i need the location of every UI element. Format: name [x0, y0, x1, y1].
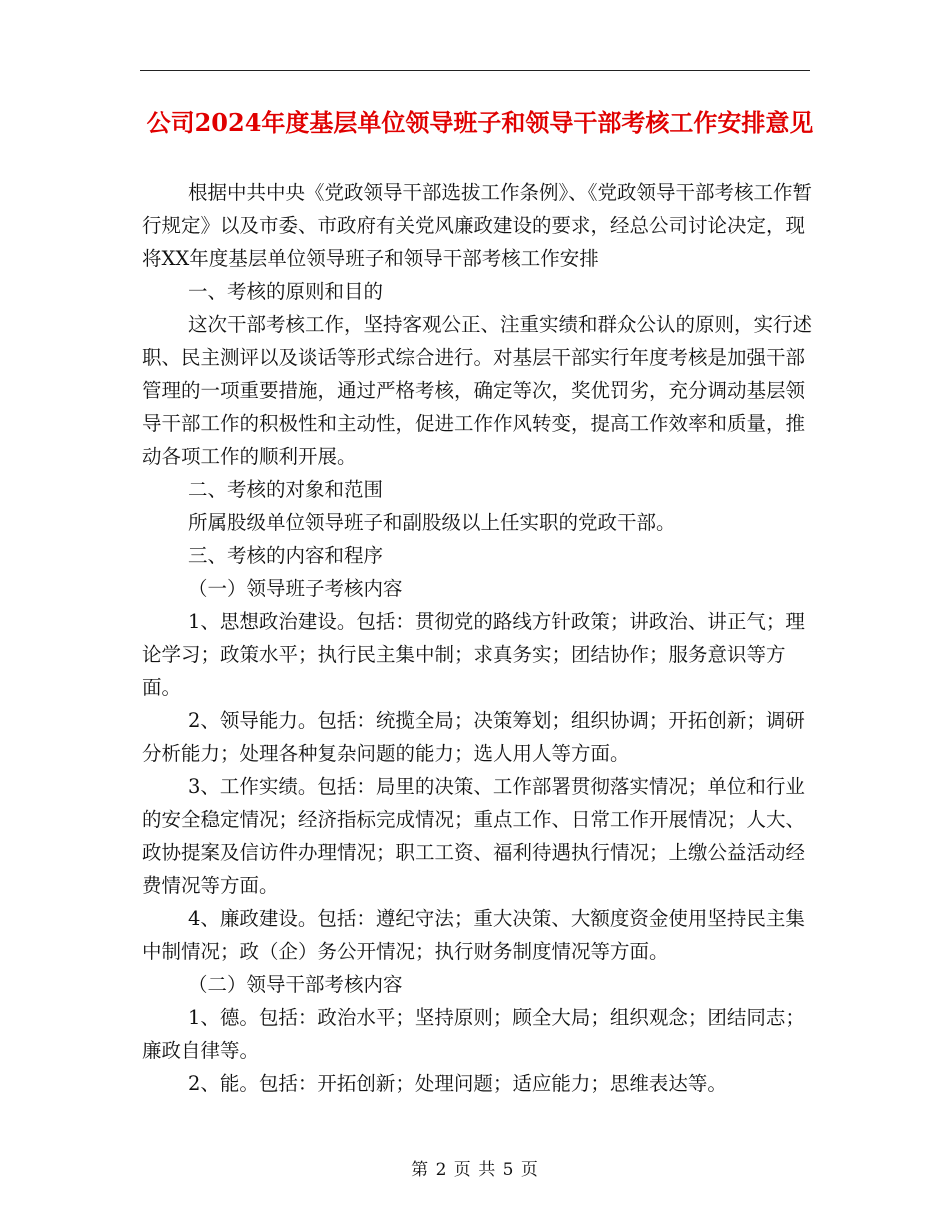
paragraph-team-item-4: 4、廉政建设。包括：遵纪守法；重大决策、大额度资金使用坚持民主集中制情况；政（企）务公开情况；执行财务制度情况等方面。: [142, 907, 805, 963]
paragraph-scope: 所属股级单位领导班子和副股级以上任实职的党政干部。: [188, 511, 676, 534]
paragraph-cadre-item-2: 2、能。包括：开拓创新；处理问题；适应能力；思维表达等。: [188, 1072, 727, 1095]
subheading-cadre-assessment: （二）领导干部考核内容: [188, 973, 403, 996]
paragraph-team-item-1: 1、思想政治建设。包括：贯彻党的路线方针政策；讲政治、讲正气；理论学习；政策水平；执行民主集中制；求真务实；团结协作；服务意识等方面。: [142, 610, 805, 699]
paragraph-team-item-3: 3、工作实绩。包括：局里的决策、工作部署贯彻落实情况；单位和行业的安全稳定情况；经济指标完成情况；重点工作、日常工作开展情况；人大、政协提案及信访件办理情况；职工工资、福利待遇执行情况；上缴公益活动经费情况等方面。: [142, 775, 806, 897]
document-body: [142, 176, 817, 1100]
paragraph-team-item-2: 2、领导能力。包括：统揽全局；决策筹划；组织协调；开拓创新；调研分析能力；处理各种复杂问题的能力；选人用人等方面。: [142, 709, 805, 765]
header-rule: [140, 70, 810, 71]
paragraph-intro: 根据中共中央《党政领导干部选拔工作条例》、《党政领导干部考核工作暂行规定》以及市委、市政府有关党风廉政建设的要求，经总公司讨论决定，现将XX年度基层单位领导班子和领导干部考核工作安排: [142, 181, 813, 270]
paragraph-cadre-item-1: 1、德。包括：政治水平；坚持原则；顾全大局；组织观念；团结同志；廉政自律等。: [142, 1006, 805, 1062]
heading-section-2: 二、考核的对象和范围: [188, 478, 384, 501]
document-title: 公司2024年度基层单位领导班子和领导干部考核工作安排意见: [146, 108, 814, 137]
paragraph-principles: 这次干部考核工作，坚持客观公正、注重实绩和群众公认的原则，实行述职、民主测评以及谈话等形式综合进行。对基层干部实行年度考核是加强干部管理的一项重要措施，通过严格考核，确定等次，奖优罚劣，充分调动基层领导干部工作的积极性和主动性，促进工作作风转变，提高工作效率和质量，推动各项工作的顺利开展。: [142, 313, 813, 468]
heading-section-3: 三、考核的内容和程序: [188, 544, 384, 567]
subheading-team-assessment: （一）领导班子考核内容: [188, 577, 403, 600]
page-number: 第 2 页 共 5 页: [411, 1160, 539, 1180]
heading-section-1: 一、考核的原则和目的: [188, 280, 384, 303]
